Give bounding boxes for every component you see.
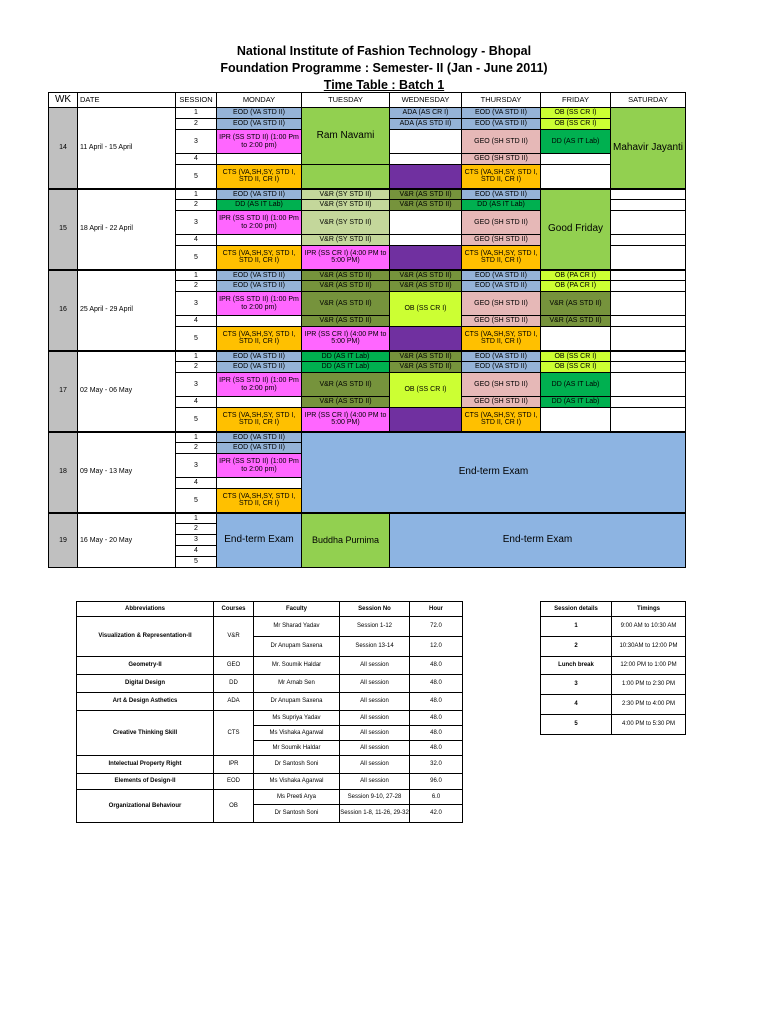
cell — [390, 327, 462, 351]
abbr-faculty: Ms Preeti Arya — [254, 790, 340, 805]
institute-title: National Institute of Fashion Technology - Bhopal — [236, 44, 532, 58]
cell: CTS (VA,SH,SY, STD I, STD II, CR I) — [462, 165, 541, 189]
abbr-hour: 48.0 — [410, 657, 463, 675]
table-row — [541, 617, 686, 637]
col-header-tuesday: TUESDAY — [302, 93, 390, 108]
session-number: 1 — [176, 351, 217, 362]
abbr-name: Organizational Behaviour — [77, 790, 214, 823]
session-time: 12:00 PM to 1:00 PM — [612, 657, 686, 675]
cell — [541, 154, 611, 165]
cell — [390, 130, 462, 154]
session-number: 3 — [176, 292, 217, 316]
session-number: 5 — [176, 327, 217, 351]
col-header-wk: WK — [49, 93, 78, 108]
end-term-exam-cell: End-term Exam — [217, 513, 302, 568]
abbr-faculty: Ms Vishaka Agarwal — [254, 774, 340, 790]
timetable — [48, 92, 686, 568]
week-number: 18 — [49, 432, 78, 513]
col-header-session: SESSION — [176, 93, 217, 108]
table-row — [77, 617, 463, 637]
table-row — [77, 711, 463, 726]
table-row — [49, 513, 686, 524]
table-row — [77, 774, 463, 790]
abbreviations-table — [76, 601, 463, 823]
week-number: 15 — [49, 189, 78, 270]
cell: V&R (AS STD II) — [390, 362, 462, 373]
session-number: 2 — [176, 443, 217, 454]
cell: GEO (SH STD II) — [462, 397, 541, 408]
abbr-session: All session — [340, 693, 410, 711]
session-id: 3 — [541, 675, 612, 695]
cell: OB (SS CR I) — [541, 351, 611, 362]
cell: EOD (VA STD II) — [462, 362, 541, 373]
abbr-name: Digital Design — [77, 675, 214, 693]
cell: EOD (VA STD II) — [217, 281, 302, 292]
abbr-course: ADA — [214, 693, 254, 711]
cell: V&R (AS STD II) — [302, 270, 390, 281]
abbr-course: V&R — [214, 617, 254, 657]
cell: V&R (SY STD II) — [302, 235, 390, 246]
cell — [611, 408, 686, 432]
abbr-course: EOD — [214, 774, 254, 790]
abbr-session: All session — [340, 657, 410, 675]
abbr-hour: 96.0 — [410, 774, 463, 790]
table-row — [77, 790, 463, 805]
abbr-hour: 48.0 — [410, 711, 463, 726]
session-details-table — [540, 601, 686, 735]
table-row — [49, 270, 686, 281]
table-row — [49, 351, 686, 362]
abbr-faculty: Dr Anupam Saxena — [254, 693, 340, 711]
abbr-col-header: Faculty — [254, 602, 340, 617]
end-term-exam-cell: End-term Exam — [390, 513, 686, 568]
cell — [541, 408, 611, 432]
cell: ADA (AS STD II) — [390, 119, 462, 130]
abbr-name: Intelectual Property Right — [77, 756, 214, 774]
session-number: 2 — [176, 119, 217, 130]
cell — [611, 362, 686, 373]
session-number: 4 — [176, 397, 217, 408]
timetable-title: Time Table : Batch 1 — [323, 78, 445, 92]
session-number: 4 — [176, 478, 217, 489]
session-number: 4 — [176, 316, 217, 327]
cell — [611, 211, 686, 235]
cell: EOD (VA STD II) — [217, 270, 302, 281]
abbr-session: All session — [340, 741, 410, 756]
abbr-faculty: Ms Vishaka Agarwal — [254, 726, 340, 741]
session-id: 5 — [541, 715, 612, 735]
abbr-faculty: Mr Sharad Yadav — [254, 617, 340, 637]
session-id: 2 — [541, 637, 612, 657]
cell — [302, 165, 390, 189]
cell — [217, 397, 302, 408]
session-id: Lunch break — [541, 657, 612, 675]
abbr-name: Geometry-II — [77, 657, 214, 675]
cell: DD (AS IT Lab) — [541, 130, 611, 154]
abbr-session: Session 9-10, 27-28 — [340, 790, 410, 805]
table-row — [77, 657, 463, 675]
cell — [217, 316, 302, 327]
abbr-course: CTS — [214, 711, 254, 756]
holiday-cell: Buddha Purnima — [302, 513, 390, 568]
session-number: 3 — [176, 454, 217, 478]
abbr-course: IPR — [214, 756, 254, 774]
session-number: 4 — [176, 546, 217, 557]
session-number: 3 — [176, 130, 217, 154]
cell: EOD (VA STD II) — [217, 351, 302, 362]
cell: V&R (AS STD II) — [541, 292, 611, 316]
abbr-course: GEO — [214, 657, 254, 675]
holiday-cell: Ram Navami — [302, 108, 390, 165]
cell: EOD (VA STD II) — [217, 362, 302, 373]
abbr-hour: 42.0 — [410, 805, 463, 823]
cell: V&R (AS STD II) — [302, 373, 390, 397]
cell: OB (SS CR I) — [541, 362, 611, 373]
cell: CTS (VA,SH,SY, STD I, STD II, CR I) — [462, 408, 541, 432]
cell — [611, 397, 686, 408]
cell — [611, 281, 686, 292]
session-number: 5 — [176, 165, 217, 189]
cell: DD (AS IT Lab) — [302, 351, 390, 362]
cell: V&R (AS STD II) — [390, 270, 462, 281]
cell: EOD (VA STD II) — [462, 108, 541, 119]
cell: IPR (SS STD II) (1:00 Pm to 2:00 pm) — [217, 454, 302, 478]
abbr-faculty: Mr. Soumik Haldar — [254, 657, 340, 675]
abbr-hour: 48.0 — [410, 675, 463, 693]
cell: V&R (SY STD II) — [302, 189, 390, 200]
session-number: 5 — [176, 408, 217, 432]
cell: GEO (SH STD II) — [462, 316, 541, 327]
cell: CTS (VA,SH,SY, STD I, STD II, CR I) — [217, 408, 302, 432]
session-number: 1 — [176, 513, 217, 524]
cell: DD (AS IT Lab) — [217, 200, 302, 211]
cell: V&R (AS STD II) — [302, 292, 390, 316]
session-time: 10:30AM to 12:00 PM — [612, 637, 686, 657]
cell: V&R (SY STD II) — [302, 211, 390, 235]
table-row — [541, 657, 686, 675]
week-number: 14 — [49, 108, 78, 189]
abbr-session: All session — [340, 675, 410, 693]
session-number: 1 — [176, 432, 217, 443]
cell — [611, 316, 686, 327]
cell: GEO (SH STD II) — [462, 130, 541, 154]
col-header-thursday: THURSDAY — [462, 93, 541, 108]
abbr-hour: 72.0 — [410, 617, 463, 637]
col-header-monday: MONDAY — [217, 93, 302, 108]
cell: EOD (VA STD II) — [217, 119, 302, 130]
cell — [217, 478, 302, 489]
cell: DD (AS IT Lab) — [462, 200, 541, 211]
abbr-col-header: Courses — [214, 602, 254, 617]
abbr-hour: 6.0 — [410, 790, 463, 805]
abbr-faculty: Mr Soumik Haldar — [254, 741, 340, 756]
cell: DD (AS IT Lab) — [302, 362, 390, 373]
session-header-row — [541, 602, 686, 617]
cell — [390, 211, 462, 235]
col-header-saturday: SATURDAY — [611, 93, 686, 108]
session-number: 1 — [176, 189, 217, 200]
table-row — [49, 189, 686, 200]
cell: V&R (AS STD II) — [541, 316, 611, 327]
abbr-session: Session 1-12 — [340, 617, 410, 637]
cell: IPR (SS STD II) (1:00 Pm to 2:00 pm) — [217, 211, 302, 235]
week-date: 25 April - 29 April — [78, 270, 176, 351]
cell — [217, 154, 302, 165]
col-header-wednesday: WEDNESDAY — [390, 93, 462, 108]
cell: CTS (VA,SH,SY, STD I, STD II, CR I) — [462, 327, 541, 351]
table-row — [541, 695, 686, 715]
abbr-hour: 48.0 — [410, 741, 463, 756]
cell — [611, 270, 686, 281]
cell: EOD (VA STD II) — [462, 281, 541, 292]
cell — [611, 200, 686, 211]
cell — [611, 189, 686, 200]
session-number: 5 — [176, 557, 217, 568]
session-number: 2 — [176, 524, 217, 535]
week-date: 16 May - 20 May — [78, 513, 176, 568]
cell: V&R (AS STD II) — [390, 351, 462, 362]
abbr-session: Session 1-8, 11-26, 29-32 — [340, 805, 410, 823]
abbr-faculty: Dr Santosh Soni — [254, 805, 340, 823]
cell — [390, 408, 462, 432]
cell: V&R (AS STD II) — [390, 281, 462, 292]
session-number: 3 — [176, 535, 217, 546]
cell: OB (PA CR I) — [541, 281, 611, 292]
cell: IPR (SS STD II) (1:00 Pm to 2:00 pm) — [217, 292, 302, 316]
cell — [390, 246, 462, 270]
session-time: 2:30 PM to 4:00 PM — [612, 695, 686, 715]
cell — [611, 373, 686, 397]
table-row — [49, 108, 686, 119]
cell: GEO (SH STD II) — [462, 211, 541, 235]
header-row — [49, 93, 686, 108]
holiday-cell: Good Friday — [541, 189, 611, 270]
cell: DD (AS IT Lab) — [541, 373, 611, 397]
table-row — [541, 715, 686, 735]
session-number: 1 — [176, 108, 217, 119]
holiday-cell: Mahavir Jayanti — [611, 108, 686, 189]
col-header-friday: FRIDAY — [541, 93, 611, 108]
cell: V&R (AS STD II) — [390, 189, 462, 200]
abbr-name: Art & Design Asthetics — [77, 693, 214, 711]
cell: OB (PA CR I) — [541, 270, 611, 281]
abbr-hour: 48.0 — [410, 693, 463, 711]
cell: OB (SS CR I) — [390, 292, 462, 327]
cell: EOD (VA STD II) — [462, 351, 541, 362]
table-row — [77, 756, 463, 774]
table-row — [77, 693, 463, 711]
cell: CTS (VA,SH,SY, STD I, STD II, CR I) — [217, 327, 302, 351]
cell: OB (SS CR I) — [541, 108, 611, 119]
cell — [611, 292, 686, 316]
cell: EOD (VA STD II) — [217, 189, 302, 200]
cell: GEO (SH STD II) — [462, 154, 541, 165]
session-number: 2 — [176, 362, 217, 373]
cell: V&R (AS STD II) — [302, 316, 390, 327]
abbr-header-row — [77, 602, 463, 617]
cell: V&R (AS STD II) — [302, 397, 390, 408]
week-number: 17 — [49, 351, 78, 432]
cell: EOD (VA STD II) — [462, 270, 541, 281]
abbr-course: DD — [214, 675, 254, 693]
abbr-col-header: Abbreviations — [77, 602, 214, 617]
abbr-course: OB — [214, 790, 254, 823]
abbr-session: All session — [340, 726, 410, 741]
abbr-hour: 48.0 — [410, 726, 463, 741]
cell: IPR (SS CR I) (4:00 PM to 5:00 PM) — [302, 327, 390, 351]
session-time: 4:00 PM to 5:30 PM — [612, 715, 686, 735]
programme-title: Foundation Programme : Semester- II (Jan - June 2011) — [220, 61, 548, 75]
cell: EOD (VA STD II) — [217, 443, 302, 454]
session-number: 2 — [176, 200, 217, 211]
cell: CTS (VA,SH,SY, STD I, STD II, CR I) — [217, 489, 302, 513]
session-col-header: Timings — [612, 602, 686, 617]
cell: ADA (AS CR I) — [390, 108, 462, 119]
table-row — [541, 675, 686, 695]
cell: CTS (VA,SH,SY, STD I, STD II, CR I) — [462, 246, 541, 270]
session-time: 9:00 AM to 10:30 AM — [612, 617, 686, 637]
cell: OB (SS CR I) — [390, 373, 462, 408]
cell: DD (AS IT Lab) — [541, 397, 611, 408]
session-number: 4 — [176, 235, 217, 246]
cell: OB (SS CR I) — [541, 119, 611, 130]
week-date: 11 April - 15 April — [78, 108, 176, 189]
cell: EOD (VA STD II) — [217, 432, 302, 443]
week-date: 18 April - 22 April — [78, 189, 176, 270]
abbr-session: Session 13-14 — [340, 637, 410, 657]
cell — [390, 235, 462, 246]
cell: CTS (VA,SH,SY, STD I, STD II, CR I) — [217, 246, 302, 270]
cell: EOD (VA STD II) — [462, 119, 541, 130]
abbr-hour: 32.0 — [410, 756, 463, 774]
col-header-date: DATE — [78, 93, 176, 108]
cell — [611, 246, 686, 270]
cell: EOD (VA STD II) — [217, 108, 302, 119]
abbr-name: Creative Thinking Skill — [77, 711, 214, 756]
session-col-header: Session details — [541, 602, 612, 617]
cell — [611, 327, 686, 351]
session-number: 2 — [176, 281, 217, 292]
cell: GEO (SH STD II) — [462, 292, 541, 316]
cell: EOD (VA STD II) — [462, 189, 541, 200]
cell: IPR (SS STD II) (1:00 Pm to 2:00 pm) — [217, 373, 302, 397]
cell: GEO (SH STD II) — [462, 235, 541, 246]
cell: IPR (SS STD II) (1:00 Pm to 2:00 pm) — [217, 130, 302, 154]
abbr-session: All session — [340, 711, 410, 726]
week-date: 02 May - 06 May — [78, 351, 176, 432]
session-id: 1 — [541, 617, 612, 637]
session-number: 1 — [176, 270, 217, 281]
cell: GEO (SH STD II) — [462, 373, 541, 397]
cell — [390, 154, 462, 165]
abbr-name: Visualization & Representation-II — [77, 617, 214, 657]
abbr-faculty: Dr Santosh Soni — [254, 756, 340, 774]
abbr-faculty: Ms Supriya Yadav — [254, 711, 340, 726]
session-number: 3 — [176, 211, 217, 235]
cell: IPR (SS CR I) (4:00 PM to 5:00 PM) — [302, 408, 390, 432]
week-number: 16 — [49, 270, 78, 351]
cell — [217, 235, 302, 246]
abbr-hour: 12.0 — [410, 637, 463, 657]
abbr-name: Elements of Design-II — [77, 774, 214, 790]
table-row — [77, 675, 463, 693]
table-row — [49, 432, 686, 443]
cell: CTS (VA,SH,SY, STD I, STD II, CR I) — [217, 165, 302, 189]
cell: V&R (SY STD II) — [302, 200, 390, 211]
cell — [611, 351, 686, 362]
abbr-faculty: Dr Anupam Saxena — [254, 637, 340, 657]
cell — [541, 165, 611, 189]
session-number: 3 — [176, 373, 217, 397]
abbr-session: All session — [340, 756, 410, 774]
table-row — [541, 637, 686, 657]
session-time: 1:00 PM to 2:30 PM — [612, 675, 686, 695]
end-term-exam-cell: End-term Exam — [302, 432, 686, 513]
session-number: 4 — [176, 154, 217, 165]
abbr-col-header: Hour — [410, 602, 463, 617]
abbr-session: All session — [340, 774, 410, 790]
week-number: 19 — [49, 513, 78, 568]
cell: IPR (SS CR I) (4:00 PM to 5:00 PM) — [302, 246, 390, 270]
session-number: 5 — [176, 246, 217, 270]
session-id: 4 — [541, 695, 612, 715]
cell — [390, 165, 462, 189]
cell — [541, 327, 611, 351]
week-date: 09 May - 13 May — [78, 432, 176, 513]
session-number: 5 — [176, 489, 217, 513]
cell: V&R (AS STD II) — [302, 281, 390, 292]
abbr-faculty: Mr Arnab Sen — [254, 675, 340, 693]
cell: V&R (AS STD II) — [390, 200, 462, 211]
abbr-col-header: Session No — [340, 602, 410, 617]
cell — [611, 235, 686, 246]
